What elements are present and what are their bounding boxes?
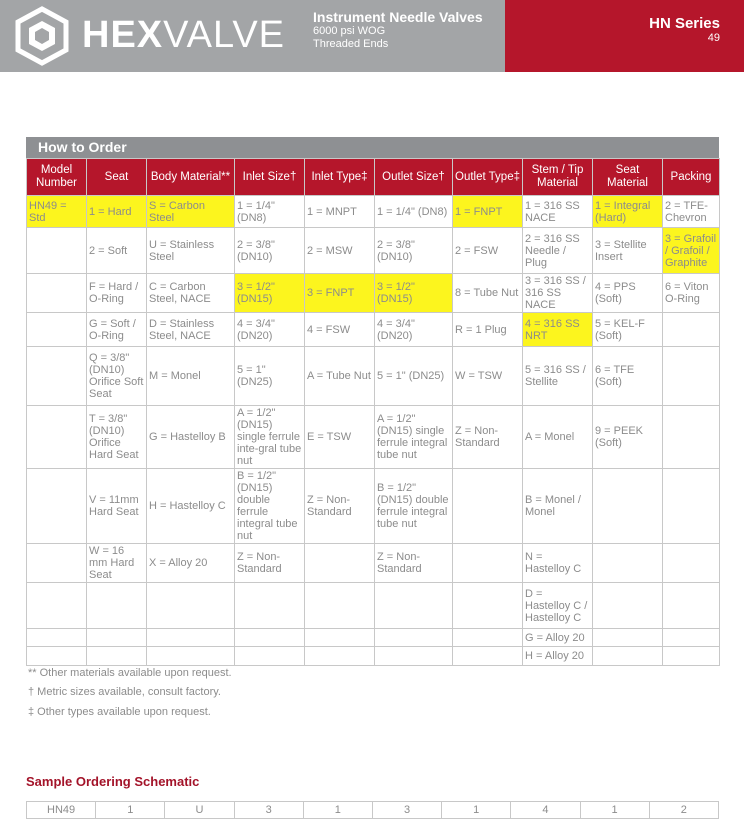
table-cell: X = Alloy 20 [147,544,235,583]
table-cell [663,629,720,647]
table-cell [593,647,663,666]
table-cell: 6 = Viton O-Ring [663,274,720,313]
table-cell [453,647,523,666]
table-cell: H = Hastelloy C [147,469,235,544]
table-cell: R = 1 Plug [453,313,523,347]
table-cell [593,583,663,629]
table-cell [235,629,305,647]
table-cell [235,647,305,666]
table-cell: 3 = Grafoil / Grafoil / Graphite [663,228,720,274]
table-cell [27,647,87,666]
sample-cell: 4 [511,802,580,819]
sample-cell: HN49 [27,802,96,819]
table-cell: 3 = FNPT [305,274,375,313]
table-cell: E = TSW [305,406,375,469]
table-cell: T = 3/8" (DN10) Orifice Hard Seat [87,406,147,469]
table-cell: 2 = 3/8" (DN10) [235,228,305,274]
table-cell [663,406,720,469]
table-cell: G = Hastelloy B [147,406,235,469]
column-header: Model Number [27,159,87,196]
table-cell [235,583,305,629]
table-cell: 4 = PPS (Soft) [593,274,663,313]
table-row [27,544,720,583]
table-cell: 4 = FSW [305,313,375,347]
table-cell: 2 = 3/8" (DN10) [375,228,453,274]
column-header: Outlet Size† [375,159,453,196]
table-cell: 5 = KEL-F (Soft) [593,313,663,347]
table-cell [663,347,720,406]
table-cell: 1 = 316 SS NACE [523,196,593,228]
table-cell [27,469,87,544]
table-cell [305,629,375,647]
table-cell: 2 = Soft [87,228,147,274]
table-cell [593,544,663,583]
table-row [27,583,720,629]
table-cell [27,347,87,406]
table-cell: 2 = 316 SS Needle / Plug [523,228,593,274]
table-cell: H = Alloy 20 [523,647,593,666]
table-cell: S = Carbon Steel [147,196,235,228]
series-label: HN Series [649,15,720,32]
table-cell: 2 = FSW [453,228,523,274]
table-row [27,647,720,666]
table-cell: 3 = 316 SS / 316 SS NACE [523,274,593,313]
table-cell [27,274,87,313]
table-cell: A = Monel [523,406,593,469]
table-cell: G = Soft / O-Ring [87,313,147,347]
table-cell: W = 16 mm Hard Seat [87,544,147,583]
table-cell [27,583,87,629]
table-cell [87,629,147,647]
table-cell: 3 = 1/2" (DN15) [375,274,453,313]
table-row [27,347,720,406]
table-cell: 3 = 1/2" (DN15) [235,274,305,313]
table-cell: 5 = 1" (DN25) [235,347,305,406]
table-cell: A = 1/2" (DN15) single ferrule integral tube nut [375,406,453,469]
table-cell [27,544,87,583]
table-cell [87,647,147,666]
page-number: 49 [707,32,720,44]
column-header: Stem / Tip Material [523,159,593,196]
table-row [27,228,720,274]
table-cell: 2 = MSW [305,228,375,274]
table-row [27,196,720,228]
table-cell: 1 = Hard [87,196,147,228]
column-header: Body Material** [147,159,235,196]
table-cell [27,406,87,469]
column-header: Inlet Type‡ [305,159,375,196]
product-title: Instrument Needle Valves [313,9,483,25]
table-cell: B = Monel / Monel [523,469,593,544]
footnote-types: ‡ Other types available upon request. [28,706,211,718]
column-header: Packing [663,159,720,196]
table-cell: 1 = Integral (Hard) [593,196,663,228]
table-cell: V = 11mm Hard Seat [87,469,147,544]
table-cell: 3 = Stellite Insert [593,228,663,274]
sample-cell: 1 [580,802,649,819]
table-cell: G = Alloy 20 [523,629,593,647]
table-row [27,406,720,469]
table-row [27,313,720,347]
table-cell: 1 = MNPT [305,196,375,228]
table-cell: Z = Non-Standard [305,469,375,544]
table-cell: Z = Non-Standard [235,544,305,583]
table-cell [593,469,663,544]
table-cell: 2 = TFE-Chevron [663,196,720,228]
table-cell [663,583,720,629]
table-cell: D = Stainless Steel, NACE [147,313,235,347]
table-cell: 1 = 1/4" (DN8) [235,196,305,228]
table-cell: Z = Non-Standard [375,544,453,583]
sample-cell: 1 [442,802,511,819]
column-header: Outlet Type‡ [453,159,523,196]
column-header: Seat Material [593,159,663,196]
table-cell [375,629,453,647]
table-cell: 8 = Tube Nut [453,274,523,313]
table-row [27,469,720,544]
how-to-order-table [26,158,720,666]
table-cell [305,647,375,666]
table-cell: W = TSW [453,347,523,406]
table-header-row [27,159,720,196]
table-cell: D = Hastelloy C / Hastelloy C [523,583,593,629]
sample-cell: 3 [372,802,441,819]
table-cell [375,647,453,666]
header-banner [0,0,505,72]
table-cell [663,313,720,347]
table-cell: A = 1/2" (DN15) single ferrule inte-gral tube nut [235,406,305,469]
table-cell: B = 1/2" (DN15) double ferrule integral tube nut [375,469,453,544]
column-header: Inlet Size† [235,159,305,196]
table-cell [147,647,235,666]
table-cell [453,583,523,629]
table-cell: C = Carbon Steel, NACE [147,274,235,313]
sample-cell: U [165,802,234,819]
table-cell: 5 = 316 SS / Stellite [523,347,593,406]
table-cell [305,583,375,629]
table-body [27,196,720,666]
table-cell: Q = 3/8" (DN10) Orifice Soft Seat [87,347,147,406]
product-pressure: 6000 psi WOG [313,25,386,37]
product-ends: Threaded Ends [313,38,389,50]
table-cell: 4 = 3/4" (DN20) [375,313,453,347]
table-cell [375,583,453,629]
table-cell: Z = Non-Standard [453,406,523,469]
table-cell: 4 = 316 SS NRT [523,313,593,347]
table-cell: HN49 = Std [27,196,87,228]
sample-schematic-title: Sample Ordering Schematic [26,774,200,789]
table-cell: B = 1/2" (DN15) double ferrule integral tube nut [235,469,305,544]
table-cell [453,544,523,583]
footnote-materials: ** Other materials available upon request. [28,667,232,679]
table-cell [27,228,87,274]
sample-cell: 3 [234,802,303,819]
brand-wordmark: HEXVALVE [82,14,286,56]
table-cell: F = Hard / O-Ring [87,274,147,313]
table-cell: A = Tube Nut [305,347,375,406]
table-cell [305,544,375,583]
table-cell [27,629,87,647]
footnote-metric: † Metric sizes available, consult factory. [28,686,221,698]
table-cell [663,469,720,544]
sample-cell: 1 [303,802,372,819]
table-row [27,629,720,647]
table-cell [663,544,720,583]
table-cell [453,469,523,544]
table-cell [147,629,235,647]
table-row [27,274,720,313]
table-cell: 1 = 1/4" (DN8) [375,196,453,228]
table-cell: N = Hastelloy C [523,544,593,583]
table-cell [663,647,720,666]
sample-cell: 2 [649,802,718,819]
series-banner [505,0,744,72]
sample-schematic-table [26,801,719,819]
table-cell: U = Stainless Steel [147,228,235,274]
table-cell [147,583,235,629]
hexvalve-logo-icon [12,6,72,66]
table-cell: 9 = PEEK (Soft) [593,406,663,469]
sample-row [27,802,719,819]
column-header: Seat [87,159,147,196]
table-cell: M = Monel [147,347,235,406]
table-cell [27,313,87,347]
table-cell: 4 = 3/4" (DN20) [235,313,305,347]
table-cell: 6 = TFE (Soft) [593,347,663,406]
how-to-order-title: How to Order [26,137,719,158]
table-cell: 5 = 1" (DN25) [375,347,453,406]
sample-cell: 1 [96,802,165,819]
table-cell [593,629,663,647]
table-cell [453,629,523,647]
table-cell: 1 = FNPT [453,196,523,228]
table-cell [87,583,147,629]
